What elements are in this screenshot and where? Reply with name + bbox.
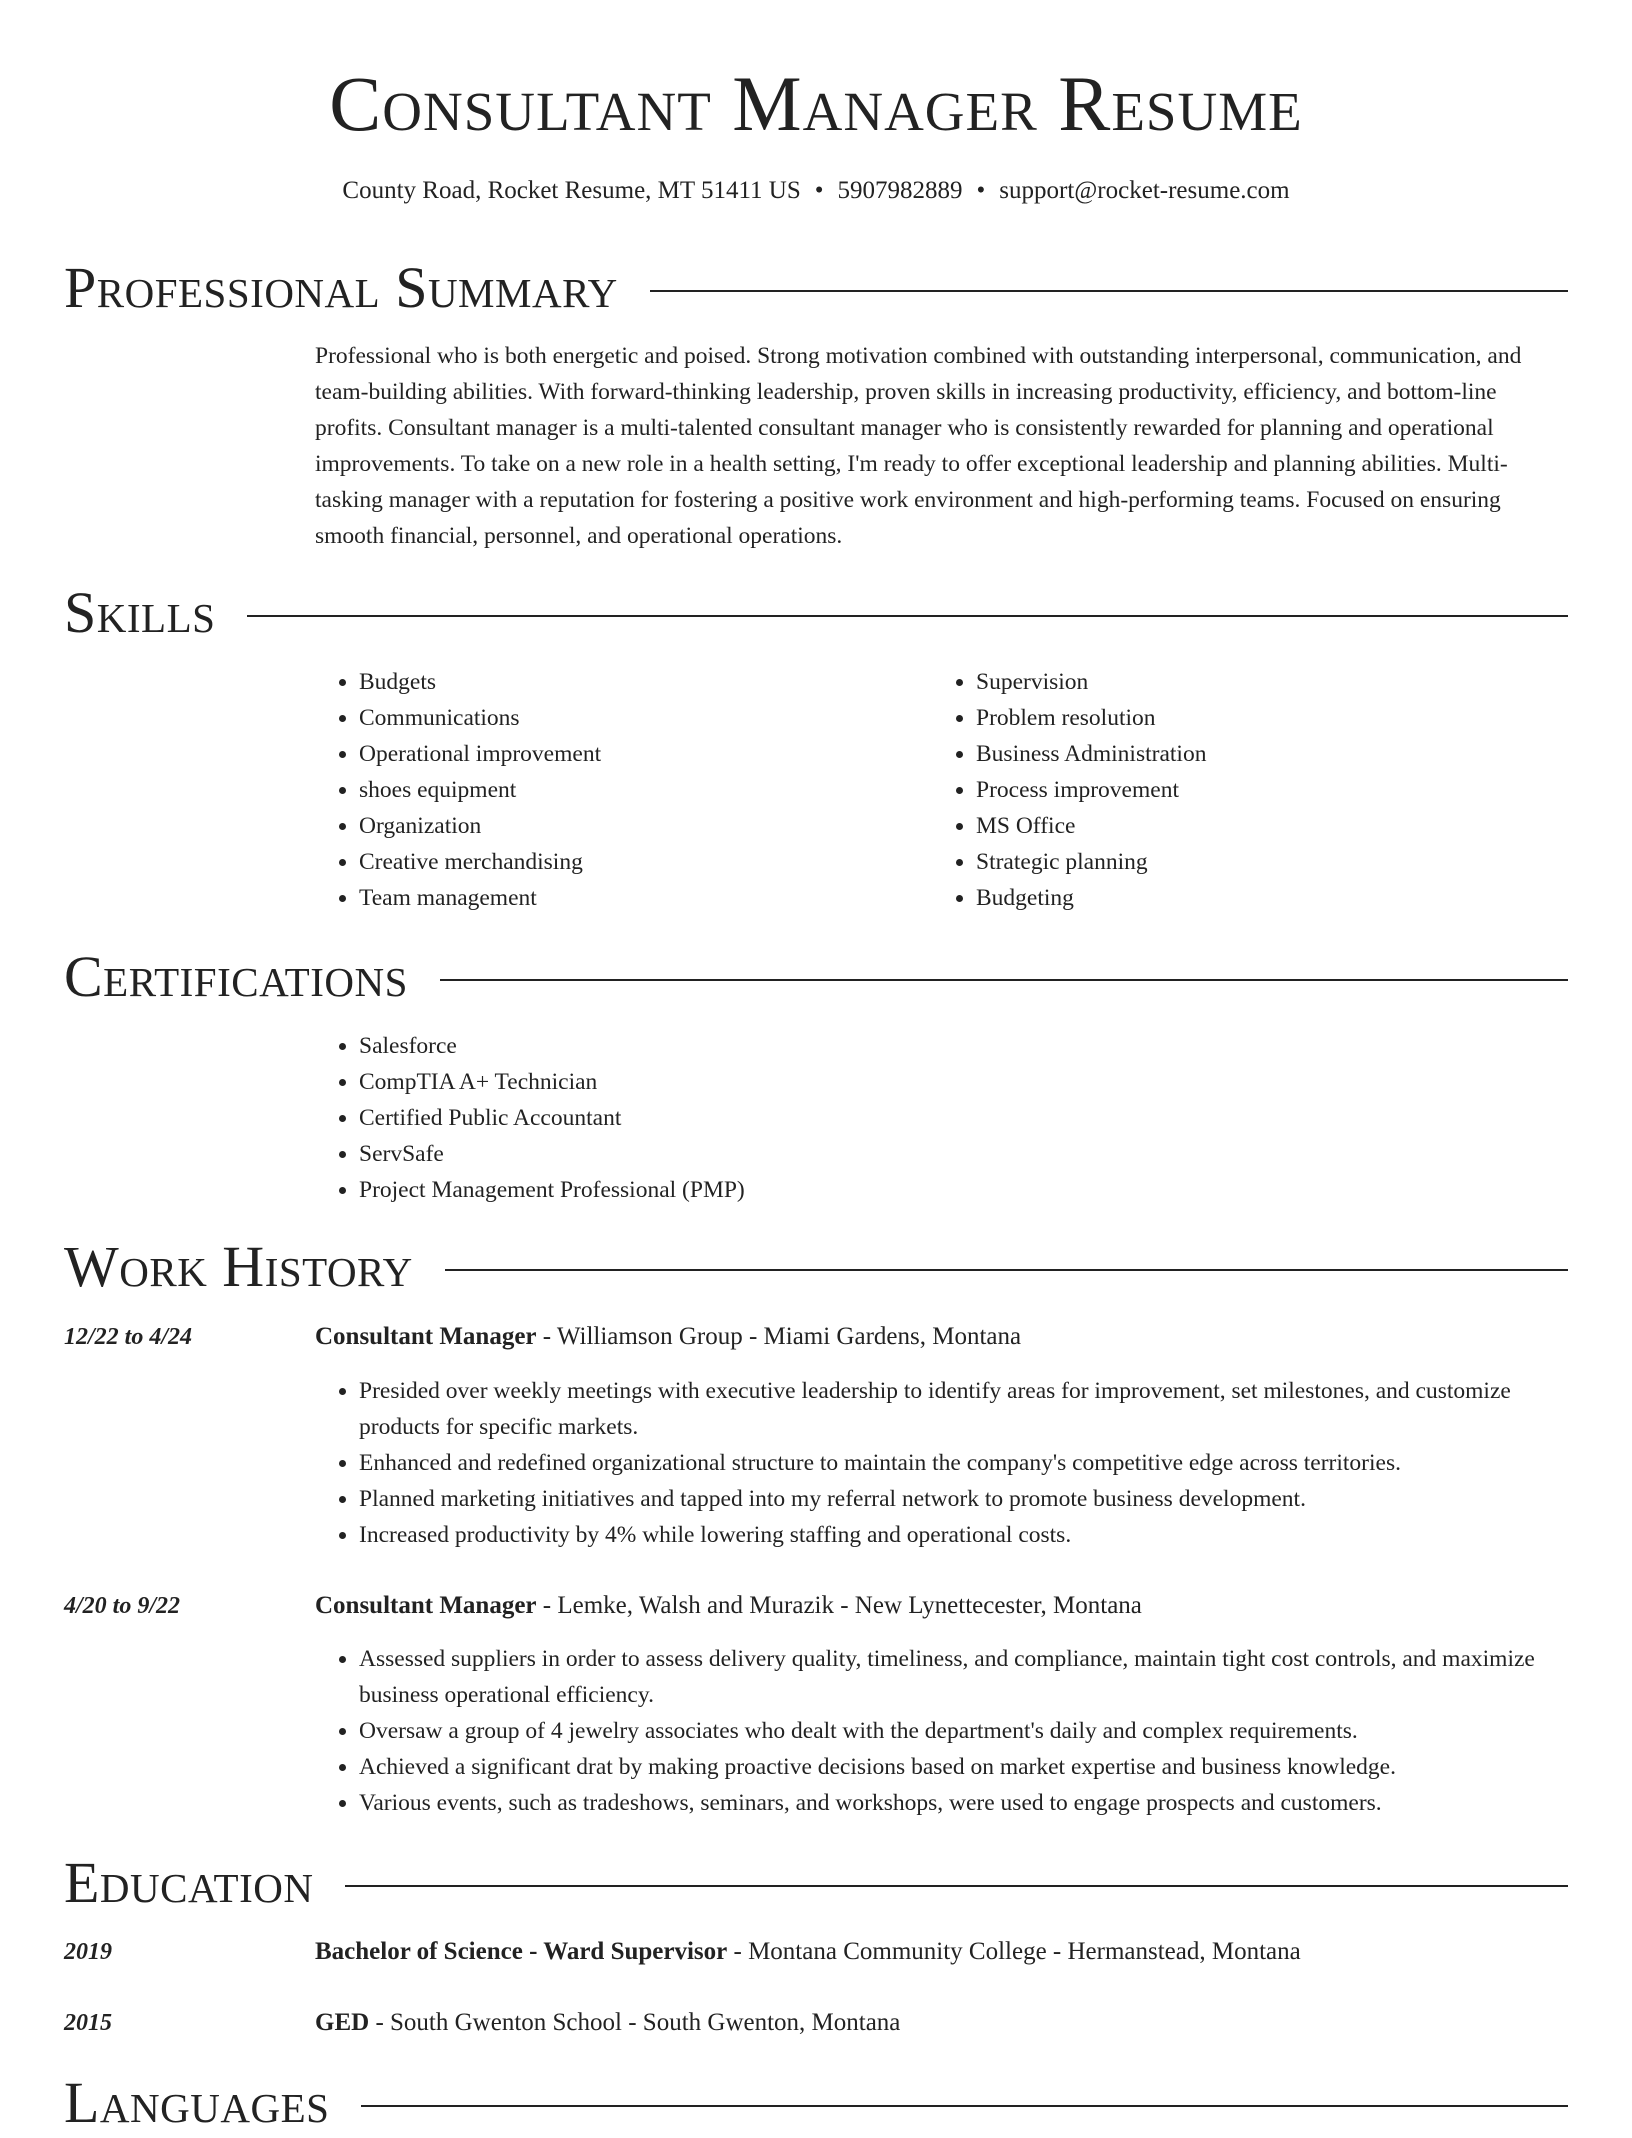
job-header	[315, 1319, 1021, 1355]
contact-phone: 5907982889	[837, 177, 963, 204]
summary-section-header	[64, 253, 1568, 323]
skills-list-left	[315, 664, 915, 916]
job-bullet: • Oversaw a group of 4 jewelry associates who dealt with the department's daily and complex requirements.	[359, 1713, 1568, 1749]
languages-section-header	[64, 2068, 1568, 2138]
skill-item: • Operational improvement	[359, 736, 915, 772]
skills-left-column	[315, 664, 915, 916]
work-section-header	[64, 1232, 1568, 1302]
job-bullets-container	[315, 1373, 1568, 1553]
section-divider	[445, 1269, 1568, 1271]
job-title: Consultant Manager	[315, 1323, 537, 1350]
education-entry	[315, 1934, 1301, 1970]
resume-title: Consultant Manager Resume	[329, 60, 1303, 147]
job-bullet: • Enhanced and redefined organizational structure to maintain the company's competitive edge across territories.	[359, 1445, 1568, 1481]
certifications-heading: Certifications	[64, 944, 408, 1009]
skill-item: • Business Administration	[976, 736, 1532, 772]
work-heading: Work History	[64, 1234, 413, 1299]
skill-item: • Communications	[359, 700, 915, 736]
certifications-list	[315, 1028, 1568, 1208]
skill-item: • Team management	[359, 880, 915, 916]
skill-item: • Organization	[359, 808, 915, 844]
job-bullet: • Various events, such as tradeshows, seminars, and workshops, were used to engage prospects and customers.	[359, 1785, 1568, 1821]
certification-item: • Certified Public Accountant	[359, 1100, 1568, 1136]
certification-item: • Salesforce	[359, 1028, 1568, 1064]
section-divider	[361, 2105, 1568, 2107]
job-bullet: • Achieved a significant drat by making proactive decisions based on market expertise and business knowledge.	[359, 1749, 1568, 1785]
contact-separator: •	[814, 177, 824, 204]
education-details: - South Gwenton School - South Gwenton, Montana	[369, 2009, 901, 2036]
skills-right-column	[932, 664, 1532, 916]
skill-item: • Supervision	[976, 664, 1532, 700]
skill-item: • MS Office	[976, 808, 1532, 844]
skill-item: • Budgeting	[976, 880, 1532, 916]
skill-item: • Problem resolution	[976, 700, 1532, 736]
education-year: 2015	[64, 2010, 112, 2036]
job-details: - Lemke, Walsh and Murazik - New Lynettecester, Montana	[536, 1592, 1142, 1619]
contact-email[interactable]: support@rocket-resume.com	[999, 177, 1290, 204]
contact-line	[0, 176, 1632, 206]
education-details: - Montana Community College - Hermanstead, Montana	[727, 1938, 1301, 1965]
job-details: - Williamson Group - Miami Gardens, Montana	[536, 1323, 1022, 1350]
certification-item: • CompTIA A+ Technician	[359, 1064, 1568, 1100]
certifications-column	[315, 1028, 1568, 1208]
skill-item: • Budgets	[359, 664, 915, 700]
contact-address: County Road, Rocket Resume, MT 51411 US	[342, 177, 801, 204]
education-degree: Bachelor of Science - Ward Supervisor	[315, 1938, 728, 1965]
skill-item: • Creative merchandising	[359, 844, 915, 880]
job-bullet: • Increased productivity by 4% while lowering staffing and operational costs.	[359, 1517, 1568, 1553]
section-divider	[247, 615, 1568, 617]
summary-heading: Professional Summary	[64, 255, 618, 320]
skill-item: • shoes equipment	[359, 772, 915, 808]
skills-heading: Skills	[64, 580, 216, 645]
job-header	[315, 1588, 1142, 1624]
certification-item: • ServSafe	[359, 1136, 1568, 1172]
job-title: Consultant Manager	[315, 1592, 537, 1619]
section-divider	[650, 290, 1568, 292]
certification-item: • Project Management Professional (PMP)	[359, 1172, 1568, 1208]
education-heading: Education	[64, 1850, 314, 1915]
skill-item: • Process improvement	[976, 772, 1532, 808]
skill-item: • Strategic planning	[976, 844, 1532, 880]
job-bullet: • Presided over weekly meetings with executive leadership to identify areas for improvement, set milestones, and customize products for specific markets.	[359, 1373, 1568, 1445]
job-bullets-container	[315, 1641, 1568, 1821]
job-dates: 4/20 to 9/22	[64, 1593, 181, 1619]
education-year: 2019	[64, 1939, 112, 1965]
job-bullet: • Planned marketing initiatives and tapped into my referral network to promote business development.	[359, 1481, 1568, 1517]
job-bullet: • Assessed suppliers in order to assess delivery quality, timeliness, and compliance, maintain tight cost controls, and maximize business operational efficiency.	[359, 1641, 1568, 1713]
section-divider	[440, 979, 1568, 981]
job-bullets	[315, 1373, 1568, 1553]
skills-section-header	[64, 578, 1568, 648]
job-dates: 12/22 to 4/24	[64, 1324, 193, 1350]
section-divider	[345, 1885, 1568, 1887]
certifications-section-header	[64, 942, 1568, 1012]
education-section-header	[64, 1848, 1568, 1918]
skills-list-right	[932, 664, 1532, 916]
education-degree: GED	[315, 2009, 370, 2036]
contact-separator: •	[976, 177, 986, 204]
education-entry	[315, 2005, 900, 2041]
languages-heading: Languages	[64, 2070, 330, 2135]
job-bullets	[315, 1641, 1568, 1821]
summary-text: Professional who is both energetic and poised. Strong motivation combined with outstanding interpersonal, communication, and team-building abilities. With forward-thinking leadership, proven skills in increasing productivity, efficiency, and bottom-line profits. Consultant manager is a multi-talented consultant manager who is consistently rewarded for planning and operational improvements. To take on a new role in a health setting, I'm ready to offer exceptional leadership and planning abilities. Multi-tasking manager with a reputation for fostering a positive work environment and high-performing teams. Focused on ensuring smooth financial, personnel, and operational operations.	[315, 343, 1522, 549]
